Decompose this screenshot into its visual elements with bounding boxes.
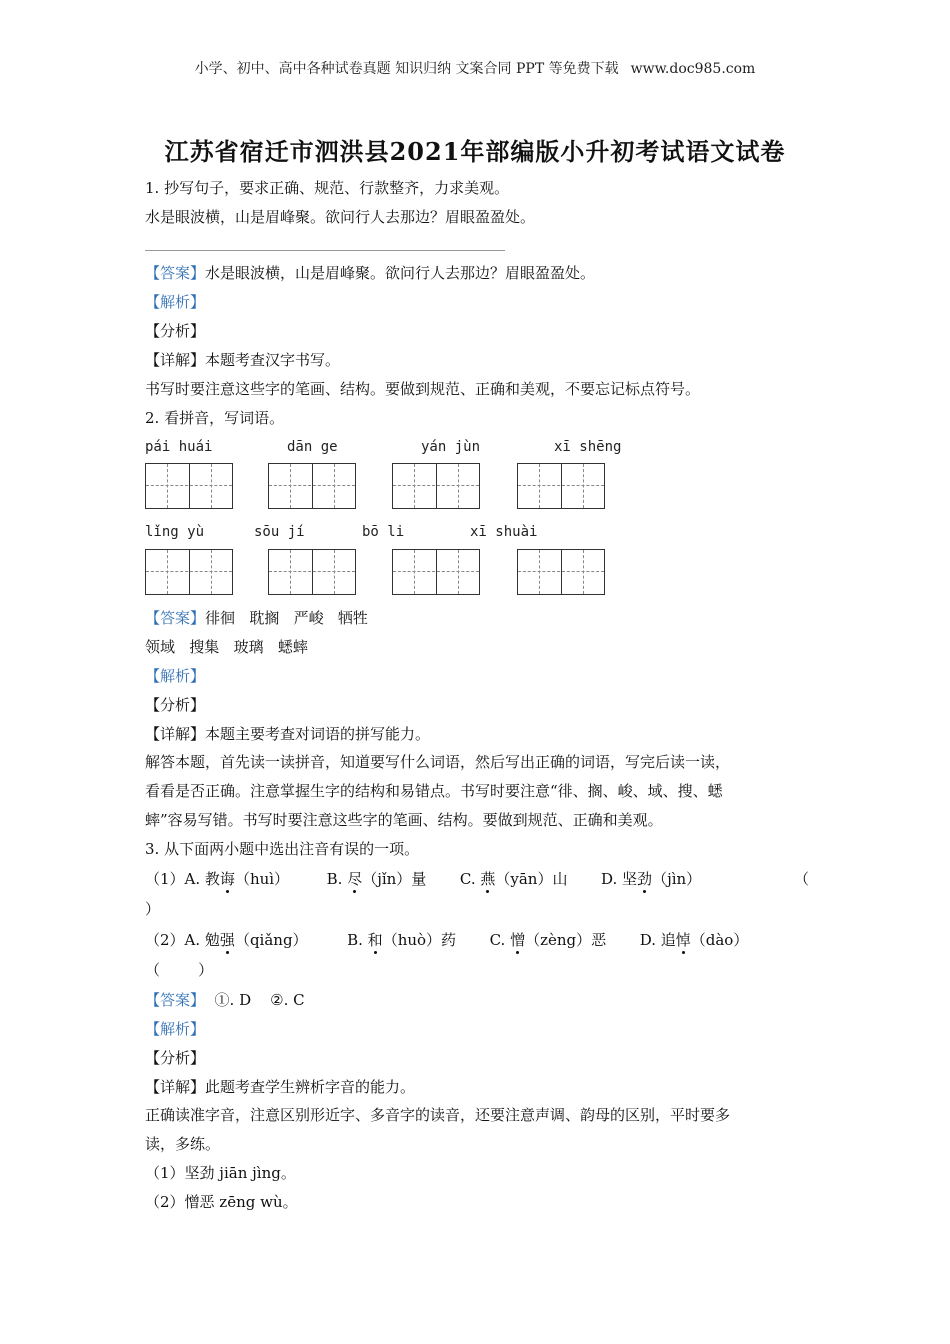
q3-fenxi: 【分析】 <box>145 1049 206 1067</box>
q2-detail-text: 本题主要考查对词语的拼写能力。 <box>205 725 431 743</box>
q3-1-paren-close: ） <box>145 900 161 918</box>
q3-2-option-a: （2）A. 勉强（qiǎng） <box>145 931 308 949</box>
q3-subquestion-2 <box>145 930 805 950</box>
q3-prompt: 3. 从下面两小题中选出注音有误的一项。 <box>145 840 420 858</box>
q2-detail <box>145 724 430 744</box>
answer-tag: 【答案】 <box>145 264 206 282</box>
q3-2-answer-blank: （ ） <box>145 961 214 979</box>
q1-sentence: 水是眼波横，山是眉峰聚。欲问行人去那边？眉眼盈盈处。 <box>145 208 536 226</box>
q3-2-option-d: D. 追悼（dào） <box>639 931 749 949</box>
q2-prompt: 2. 看拼音，写词语。 <box>145 409 285 427</box>
q2-para-2: 看看是否正确。注意掌握生字的结构和易错点。书写时要注意“徘、搁、峻、域、搜、蟋 <box>145 782 723 800</box>
pinyin-8: xī shuài <box>470 524 538 540</box>
q3-para-1: 正确读准字音，注意区别形近字、多音字的读音，还要注意声调、韵母的区别，平时要多 <box>145 1106 731 1124</box>
answer-tag: 【答案】 <box>145 991 206 1009</box>
pinyin-3: yán jùn <box>421 439 481 455</box>
q2-analysis-tag: 【解析】 <box>145 667 206 685</box>
header-site-link[interactable]: www.doc985.com <box>630 61 756 77</box>
q2-answer-line2: 领域 搜集 玻璃 蟋蟀 <box>145 638 308 656</box>
q1-answer-text: 水是眼波横，山是眉峰聚。欲问行人去那边？眉眼盈盈处。 <box>205 264 596 282</box>
q3-item-2: （2）憎恶 zēng wù。 <box>145 1193 298 1211</box>
answer-tag: 【答案】 <box>145 609 206 627</box>
q1-detail-text: 本题考查汉字书写。 <box>205 351 341 369</box>
writing-grid[interactable] <box>392 549 480 595</box>
q3-analysis-tag: 【解析】 <box>145 1020 206 1038</box>
q1-answer <box>145 263 595 283</box>
q2-answer-line1: 徘徊 耽搁 严峻 牺牲 <box>205 609 368 627</box>
q3-item-1: （1）坚劲 jiān jìng。 <box>145 1164 296 1182</box>
q2-fenxi: 【分析】 <box>145 696 206 714</box>
q1-detail <box>145 350 340 370</box>
writing-grid[interactable] <box>145 549 233 595</box>
writing-grid[interactable] <box>145 463 233 509</box>
detail-tag: 【详解】 <box>145 351 206 369</box>
detail-tag: 【详解】 <box>145 725 206 743</box>
answer-separator <box>145 250 505 251</box>
header-text: 小学、初中、高中各种试卷真题 知识归纳 文案合同 PPT 等免费下载 <box>194 61 619 77</box>
pinyin-7: bō li <box>362 524 405 540</box>
writing-grid[interactable] <box>268 549 356 595</box>
q1-prompt: 1. 抄写句子，要求正确、规范、行款整齐，力求美观。 <box>145 179 510 197</box>
q2-para-1: 解答本题，首先读一读拼音，知道要写什么词语，然后写出正确的词语，写完后读一读， <box>145 753 731 771</box>
q3-1-option-a: （1）A. 教诲（huì） <box>145 870 290 888</box>
pinyin-5: lǐng yù <box>145 524 205 540</box>
q3-detail-text: 此题考查学生辨析字音的能力。 <box>205 1078 416 1096</box>
q3-1-paren-open: （ <box>794 870 810 888</box>
q3-1-option-d: D. 坚劲（jìn） <box>601 870 702 888</box>
q3-2-option-c: C. 憎（zèng）恶 <box>489 931 607 949</box>
writing-grid[interactable] <box>517 549 605 595</box>
q1-analysis-tag: 【解析】 <box>145 293 206 311</box>
q1-fenxi: 【分析】 <box>145 322 206 340</box>
page-title: 江苏省宿迁市泗洪县2021年部编版小升初考试语文试卷 <box>164 137 786 166</box>
pinyin-4: xī shēng <box>554 439 622 455</box>
q3-1-option-b: B. 尽（jǐn）量 <box>326 870 427 888</box>
q1-note: 书写时要注意这些字的笔画、结构。要做到规范、正确和美观，不要忘记标点符号。 <box>145 380 701 398</box>
pinyin-1: pái huái <box>145 439 213 455</box>
q3-1-option-c: C. 燕（yān）山 <box>459 870 568 888</box>
q3-answer <box>145 990 305 1010</box>
writing-grid[interactable] <box>268 463 356 509</box>
page-header <box>0 58 950 78</box>
writing-grid[interactable] <box>517 463 605 509</box>
q3-detail <box>145 1077 415 1097</box>
pinyin-2: dān ge <box>287 439 338 455</box>
writing-grid[interactable] <box>392 463 480 509</box>
q2-para-3: 蟀”容易写错。书写时要注意这些字的笔画、结构。要做到规范、正确和美观。 <box>145 811 663 829</box>
q3-para-2: 读，多练。 <box>145 1135 221 1153</box>
detail-tag: 【详解】 <box>145 1078 206 1096</box>
q3-2-option-b: B. 和（huò）药 <box>347 931 457 949</box>
q2-answer <box>145 608 368 628</box>
pinyin-6: sōu jí <box>254 524 305 540</box>
q3-answer-text: ①. D ②. C <box>205 991 305 1009</box>
q3-subquestion-1 <box>145 869 805 889</box>
